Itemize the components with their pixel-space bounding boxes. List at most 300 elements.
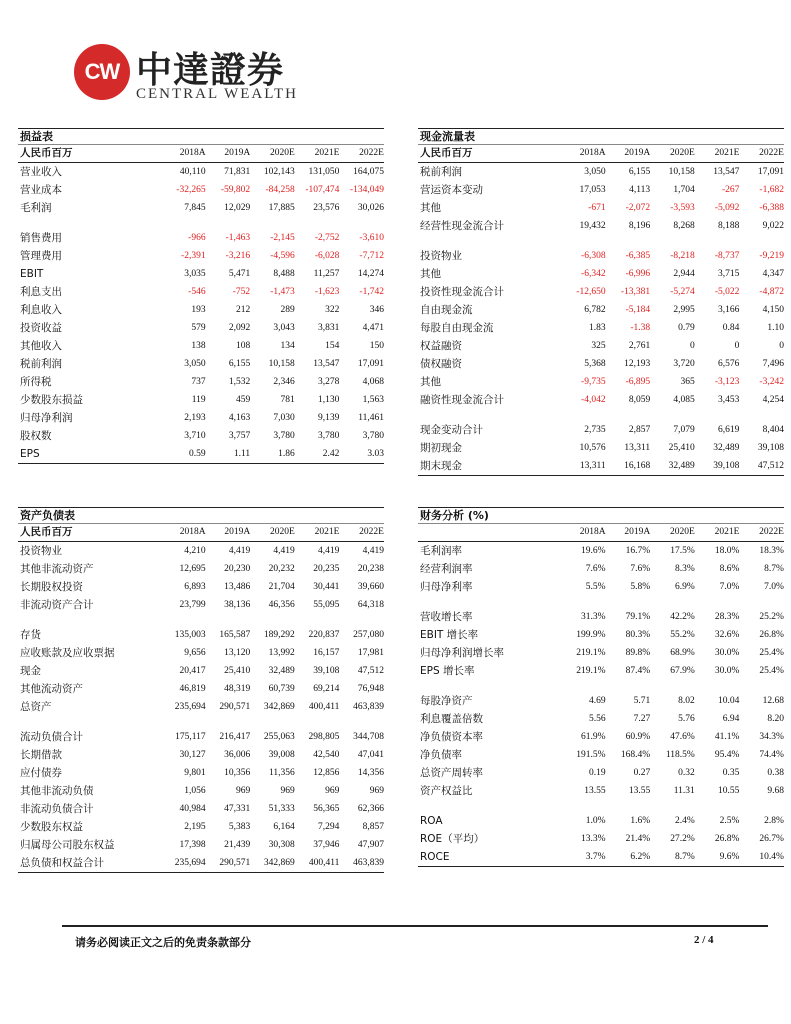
cell-value: 0.38: [767, 768, 784, 778]
table-title: 财务分析 (%): [418, 507, 784, 524]
cell-value: 4,210: [184, 546, 206, 556]
cell-value: -1,742: [359, 287, 384, 297]
row-label: 投资物业: [420, 250, 462, 262]
cell-value: 13.55: [584, 786, 606, 796]
cell-value: 48,319: [224, 684, 251, 694]
cell-value: 342,869: [263, 858, 295, 868]
cell-value: -9,219: [759, 251, 784, 261]
row-label: 投资物业: [20, 545, 62, 557]
cell-value: 39,008: [268, 750, 295, 760]
cell-value: 27.2%: [670, 834, 695, 844]
cell-value: 216,417: [219, 732, 251, 742]
table-row: [18, 265, 384, 283]
row-label: 债权融资: [420, 358, 462, 370]
unit-label: 人民币百万: [20, 526, 73, 538]
table-row: [18, 391, 384, 409]
row-label: 利息支出: [20, 286, 62, 298]
cell-value: 12,029: [224, 203, 251, 213]
table-row: [18, 662, 384, 680]
cell-value: 14,356: [357, 768, 384, 778]
cell-value: 4,163: [228, 413, 251, 423]
cell-value: -59,802: [220, 185, 251, 195]
logo-english-name: CENTRAL WEALTH: [136, 86, 299, 102]
cell-value: 0.32: [678, 768, 695, 778]
cell-value: 4,085: [673, 395, 695, 405]
cell-value: -5,092: [714, 203, 740, 213]
cell-value: 7.0%: [764, 582, 784, 592]
table-row: [418, 560, 784, 578]
balance-sheet-table: [18, 507, 384, 873]
table-row: [418, 457, 784, 476]
row-label: 营业收入: [20, 166, 62, 178]
cell-value: 2,995: [673, 305, 695, 315]
cell-value: 6.94: [722, 714, 740, 724]
cell-value: 1,563: [362, 395, 384, 405]
cell-value: 69,214: [313, 684, 340, 694]
cell-value: 12,193: [624, 359, 651, 369]
cell-value: 38,136: [224, 600, 251, 610]
cell-value: -2,752: [314, 233, 340, 243]
cell-value: 344,708: [353, 732, 384, 742]
cell-value: 175,117: [175, 732, 206, 742]
cell-value: -1,463: [225, 233, 251, 243]
cell-value: 131,050: [308, 167, 340, 177]
row-label: 营业成本: [20, 184, 62, 196]
cell-value: 42.2%: [670, 612, 695, 622]
cell-value: 7,845: [184, 203, 206, 213]
row-label: ROE（平均）: [420, 833, 485, 845]
cell-value: 7.0%: [719, 582, 740, 592]
cell-value: 26.7%: [759, 834, 784, 844]
table-spacer: [418, 680, 784, 692]
table-row: [18, 301, 384, 319]
table-header-row: [418, 145, 784, 163]
row-label: 长期借款: [20, 749, 62, 761]
cell-value: 16,168: [624, 461, 651, 471]
cell-value: 1.0%: [585, 816, 606, 826]
table-row: [18, 560, 384, 578]
cell-value: 2,193: [184, 413, 206, 423]
row-label: 税前利润: [420, 166, 462, 178]
table-title: 现金流量表: [418, 128, 784, 145]
year-header: 2022E: [359, 527, 384, 537]
cell-value: 17,091: [357, 359, 384, 369]
table-row: [418, 247, 784, 265]
cell-value: 47,331: [224, 804, 251, 814]
cell-value: 8,488: [273, 269, 295, 279]
cell-value: 3,035: [184, 269, 206, 279]
cell-value: 30,441: [313, 582, 340, 592]
cell-value: 289: [280, 305, 295, 315]
cell-value: 13,547: [713, 167, 740, 177]
cell-value: 0.35: [722, 768, 740, 778]
cell-value: 39,108: [757, 443, 784, 453]
cell-value: 8,268: [673, 221, 695, 231]
table-row: [18, 337, 384, 355]
cell-value: 62,366: [357, 804, 384, 814]
cell-value: 16.7%: [625, 546, 651, 556]
row-label: 应收账款及应收票据: [20, 647, 115, 659]
table-header-row: [418, 524, 784, 542]
cell-value: -6,996: [625, 269, 651, 279]
cell-value: 1,130: [318, 395, 340, 405]
cell-value: 235,694: [174, 858, 206, 868]
cell-value: 4,254: [762, 395, 784, 405]
cell-value: 235,694: [174, 702, 206, 712]
cell-value: 46,356: [268, 600, 295, 610]
cell-value: 3,831: [318, 323, 340, 333]
row-label: 税前利润: [20, 358, 62, 370]
cell-value: -2,072: [625, 203, 651, 213]
cell-value: 12.68: [762, 696, 784, 706]
cell-value: 23,799: [179, 600, 206, 610]
row-label: 股权数: [20, 430, 52, 442]
company-logo: [74, 44, 394, 114]
cell-value: 9,801: [184, 768, 206, 778]
cell-value: -6,028: [314, 251, 340, 261]
cell-value: -134,049: [349, 185, 384, 195]
table-row: [18, 373, 384, 391]
row-label: 其他非流动资产: [20, 563, 94, 575]
cell-value: 39,108: [313, 666, 340, 676]
cell-value: 6,893: [184, 582, 206, 592]
cell-value: 257,080: [353, 630, 384, 640]
cell-value: 0: [690, 341, 695, 351]
cell-value: 76,948: [357, 684, 384, 694]
cell-value: 7,294: [318, 822, 340, 832]
cell-value: -5,274: [670, 287, 695, 297]
cell-value: 463,839: [353, 858, 384, 868]
cell-value: 71,831: [224, 167, 251, 177]
cell-value: 969: [235, 786, 251, 796]
table-row: [18, 163, 384, 181]
row-label: 营收增长率: [420, 611, 473, 623]
cell-value: 20,230: [224, 564, 251, 574]
cell-value: 1,056: [184, 786, 206, 796]
cell-value: 4,419: [228, 546, 251, 556]
table-row: [418, 710, 784, 728]
cell-value: -5,022: [714, 287, 740, 297]
cell-value: 255,063: [263, 732, 295, 742]
cell-value: 80.3%: [625, 630, 651, 640]
table-row: [418, 542, 784, 560]
cell-value: 118.5%: [665, 750, 695, 760]
cell-value: 10.4%: [759, 852, 784, 862]
row-label: 归母净利润: [20, 412, 73, 424]
cell-value: 55,095: [313, 600, 340, 610]
cell-value: 4,419: [362, 546, 384, 556]
cell-value: 39,660: [357, 582, 384, 592]
cell-value: 3,780: [318, 431, 340, 441]
cell-value: 46,819: [179, 684, 206, 694]
logo-mark-text: CW: [84, 59, 120, 84]
table-row: [418, 644, 784, 662]
table-row: [418, 764, 784, 782]
row-label: 现金: [20, 665, 41, 677]
cell-value: 13,992: [268, 648, 295, 658]
year-header: 2022E: [759, 148, 784, 158]
row-label: 其他收入: [20, 340, 62, 352]
cell-value: 219.1%: [576, 666, 606, 676]
row-label: 经营性现金流合计: [420, 220, 504, 232]
cell-value: 8,196: [628, 221, 651, 231]
row-label: 每股自由现金流: [420, 322, 494, 334]
cell-value: 17.5%: [670, 546, 695, 556]
row-label: EBIT 增长率: [420, 629, 479, 641]
cell-value: 4.69: [588, 696, 606, 706]
cell-value: 7,030: [273, 413, 295, 423]
cell-value: 68.9%: [670, 648, 695, 658]
cell-value: 3,453: [718, 395, 740, 405]
row-label: 权益融资: [420, 340, 462, 352]
cell-value: 342,869: [263, 702, 295, 712]
cell-value: 6,619: [718, 425, 740, 435]
cell-value: 56,365: [313, 804, 340, 814]
cell-value: -2,391: [181, 251, 206, 261]
cell-value: 5.56: [588, 714, 606, 724]
cell-value: 21,704: [268, 582, 295, 592]
cell-value: 0: [734, 341, 740, 351]
table-row: [418, 217, 784, 235]
table-row: [18, 181, 384, 199]
cell-value: 2.5%: [719, 816, 740, 826]
cell-value: -2,145: [270, 233, 295, 243]
cell-value: 6,155: [228, 359, 251, 369]
cell-value: 13,120: [224, 648, 251, 658]
cell-value: -6,342: [581, 269, 606, 279]
cell-value: 7.27: [633, 714, 651, 724]
row-label: ROCE: [420, 851, 450, 863]
cell-value: 30,026: [357, 203, 384, 213]
cell-value: 2.42: [322, 449, 340, 459]
row-label: 非流动负债合计: [20, 803, 94, 815]
table-row: [418, 283, 784, 301]
row-label: 存货: [20, 629, 41, 641]
cell-value: 20,238: [357, 564, 384, 574]
cell-value: 189,292: [263, 630, 295, 640]
cell-value: 463,839: [353, 702, 384, 712]
unit-label: [418, 524, 561, 541]
cell-value: 25,410: [224, 666, 251, 676]
cell-value: 2,735: [584, 425, 606, 435]
cell-value: 6,782: [584, 305, 606, 315]
year-header: 2018A: [579, 527, 606, 537]
cell-value: 3,757: [228, 431, 251, 441]
cell-value: 8.20: [767, 714, 784, 724]
cell-value: 39,108: [713, 461, 740, 471]
cell-value: 6.2%: [630, 852, 651, 862]
table-row: [18, 229, 384, 247]
table-spacer: [418, 235, 784, 247]
cell-value: 0.27: [633, 768, 651, 778]
table-row: [18, 283, 384, 301]
cell-value: 17,053: [579, 185, 606, 195]
row-label: 销售费用: [20, 232, 62, 244]
cell-value: 322: [325, 305, 340, 315]
table-row: [18, 854, 384, 873]
unit-label: 人民币百万: [20, 147, 73, 159]
cell-value: 10,576: [579, 443, 606, 453]
cell-value: 1.10: [767, 323, 784, 333]
row-label: 非流动资产合计: [20, 599, 94, 611]
row-label: 少数股东权益: [20, 821, 83, 833]
table-row: [418, 830, 784, 848]
cell-value: 8,188: [718, 221, 740, 231]
cell-value: 67.9%: [670, 666, 695, 676]
cell-value: 9,656: [184, 648, 206, 658]
row-label: EPS: [20, 448, 40, 460]
cell-value: 2,857: [628, 425, 651, 435]
cell-value: 12,856: [313, 768, 340, 778]
row-label: 期初现金: [420, 442, 462, 454]
cell-value: 4,471: [362, 323, 384, 333]
cell-value: 13.3%: [581, 834, 606, 844]
table-row: [418, 728, 784, 746]
cell-value: 579: [191, 323, 206, 333]
cell-value: 32,489: [268, 666, 295, 676]
cell-value: 134: [280, 341, 295, 351]
cell-value: 2,346: [273, 377, 295, 387]
cell-value: 2,092: [228, 323, 251, 333]
cell-value: 150: [369, 341, 384, 351]
cell-value: 2,195: [184, 822, 206, 832]
cell-value: 11,356: [269, 768, 295, 778]
table-header-row: [18, 145, 384, 163]
cell-value: 8,404: [762, 425, 784, 435]
cell-value: -9,735: [581, 377, 606, 387]
cell-value: 25.4%: [759, 666, 784, 676]
cell-value: 219.1%: [576, 648, 606, 658]
year-header: 2020E: [669, 527, 695, 537]
cell-value: 7,079: [673, 425, 695, 435]
cell-value: 11,461: [358, 413, 384, 423]
cell-value: 5.5%: [585, 582, 606, 592]
year-header: 2020E: [269, 148, 295, 158]
cell-value: 135,003: [174, 630, 206, 640]
table-row: [418, 626, 784, 644]
table-row: [18, 698, 384, 716]
table-row: [18, 680, 384, 698]
table-row: [418, 373, 784, 391]
row-label: 融资性现金流合计: [420, 394, 504, 406]
year-header: 2018A: [179, 148, 206, 158]
row-label: 管理费用: [20, 250, 62, 262]
cell-value: 19,432: [579, 221, 606, 231]
table-row: [418, 746, 784, 764]
table-row: [18, 319, 384, 337]
footer-divider: [62, 925, 768, 927]
cell-value: 47,041: [357, 750, 384, 760]
row-label: 少数股东损益: [20, 394, 83, 406]
cell-value: 737: [191, 377, 206, 387]
table-row: [418, 421, 784, 439]
cell-value: 6.9%: [674, 582, 695, 592]
table-header-row: [18, 524, 384, 542]
table-row: [18, 542, 384, 560]
table-row: [418, 337, 784, 355]
table-row: [18, 800, 384, 818]
disclaimer-note: 请务必阅读正文之后的免责条款部分: [75, 936, 251, 949]
table-row: [418, 265, 784, 283]
table-row: [18, 626, 384, 644]
cell-value: -752: [232, 287, 251, 297]
year-header: 2019A: [224, 527, 251, 537]
cell-value: -7,712: [359, 251, 384, 261]
cell-value: 26.8%: [714, 834, 740, 844]
cell-value: 365: [680, 377, 695, 387]
cell-value: 12,695: [179, 564, 206, 574]
row-label: 期末现金: [420, 460, 462, 472]
table-spacer: [418, 800, 784, 812]
row-label: 所得税: [20, 376, 52, 388]
cell-value: -6,308: [581, 251, 606, 261]
cell-value: 108: [235, 341, 251, 351]
cell-value: 47.6%: [670, 732, 695, 742]
cell-value: -4,042: [581, 395, 606, 405]
logo-mark: [74, 44, 130, 100]
year-header: 2020E: [269, 527, 295, 537]
cell-value: 119: [191, 395, 206, 405]
cell-value: 60.9%: [625, 732, 651, 742]
cell-value: 1.6%: [630, 816, 651, 826]
cell-value: 9,022: [762, 221, 784, 231]
cell-value: 1.86: [278, 449, 295, 459]
row-label: 利息覆盖倍数: [420, 713, 483, 725]
cell-value: 17,398: [179, 840, 206, 850]
table-row: [18, 355, 384, 373]
cell-value: 1.83: [588, 323, 606, 333]
cell-value: 47,512: [757, 461, 784, 471]
cell-value: -1,682: [759, 185, 784, 195]
unit-label: 人民币百万: [420, 147, 473, 159]
cell-value: 400,411: [308, 702, 340, 712]
row-label: 营运资本变动: [420, 184, 483, 196]
cell-value: -13,381: [620, 287, 651, 297]
row-label: 每股净资产: [420, 695, 473, 707]
cell-value: -5,184: [625, 305, 651, 315]
cell-value: 64,318: [357, 600, 384, 610]
cell-value: 199.9%: [576, 630, 606, 640]
cell-value: 10.04: [718, 696, 740, 706]
cell-value: 5.76: [678, 714, 695, 724]
cell-value: 0.19: [588, 768, 606, 778]
logo-chinese-name: 中達證券: [136, 50, 285, 91]
row-label: 资产权益比: [420, 785, 473, 797]
cell-value: 17,091: [757, 167, 784, 177]
year-header: 2020E: [669, 148, 695, 158]
table-row: [18, 409, 384, 427]
cell-value: 3,166: [718, 305, 740, 315]
cell-value: 3,050: [184, 359, 206, 369]
cell-value: 290,571: [219, 702, 251, 712]
cell-value: 79.1%: [625, 612, 651, 622]
row-label: 其他: [420, 202, 441, 214]
cell-value: 95.4%: [714, 750, 740, 760]
year-header: 2022E: [359, 148, 384, 158]
table-row: [418, 355, 784, 373]
cell-value: 74.4%: [759, 750, 784, 760]
table-row: [18, 782, 384, 800]
cell-value: 3,278: [318, 377, 340, 387]
year-header: 2019A: [624, 527, 651, 537]
cell-value: 1,704: [673, 185, 695, 195]
cell-value: -107,474: [305, 185, 340, 195]
cell-value: 2,944: [673, 269, 695, 279]
cell-value: 30.0%: [714, 648, 740, 658]
cell-value: 32,489: [713, 443, 740, 453]
cell-value: 0.59: [188, 449, 206, 459]
cell-value: 3,715: [718, 269, 740, 279]
